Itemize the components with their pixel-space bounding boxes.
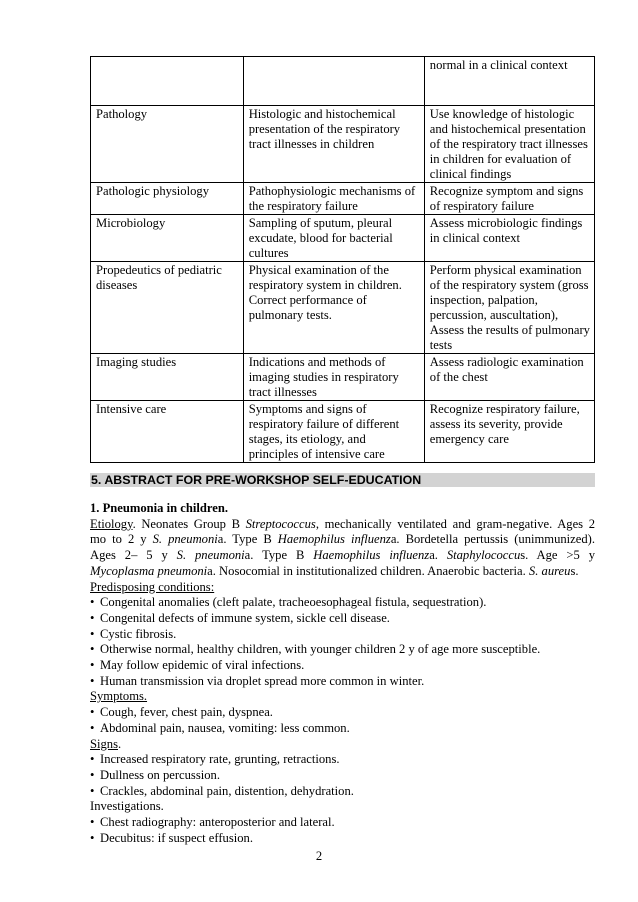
bullet-text: Abdominal pain, nausea, vomiting: less common. bbox=[100, 720, 350, 735]
cell-text-line: inspection, palpation, bbox=[429, 293, 538, 307]
bullet-icon: • bbox=[90, 783, 95, 798]
cell-text-line: Assess radiologic examination bbox=[429, 355, 584, 369]
cell-text-line: percussion, auscultation), bbox=[429, 308, 559, 322]
signs-label: Signs bbox=[90, 736, 118, 751]
text-run: s. bbox=[570, 563, 579, 578]
cell-text-line: in children for evaluation of bbox=[429, 152, 572, 166]
table-row bbox=[91, 262, 595, 354]
cell-text-line: Pathologic physiology bbox=[96, 184, 209, 198]
bullet-item bbox=[90, 674, 595, 690]
etiology-line-3 bbox=[90, 548, 595, 564]
table-cell bbox=[424, 57, 594, 106]
table-cell bbox=[91, 183, 244, 215]
bullet-item bbox=[90, 627, 595, 643]
table-row bbox=[91, 106, 595, 183]
bullet-text: Cystic fibrosis. bbox=[100, 626, 177, 641]
bullet-item bbox=[90, 784, 595, 800]
cell-text-line: Assess microbiologic findings bbox=[429, 216, 583, 230]
bullet-icon: • bbox=[90, 595, 95, 610]
investigations-label: Investigations. bbox=[90, 799, 164, 814]
bullet-text: Chest radiography: anteroposterior and lateral. bbox=[100, 815, 335, 830]
cell-text-line: respiratory system in children. bbox=[248, 278, 402, 292]
table-cell bbox=[243, 106, 424, 183]
table-cell bbox=[424, 183, 594, 215]
table-cell bbox=[424, 262, 594, 354]
section-heading-bar bbox=[90, 473, 595, 487]
cell-text-line: Propedeutics of pediatric bbox=[96, 263, 222, 277]
bullet-text: Decubitus: if suspect effusion. bbox=[100, 830, 253, 845]
cell-text-line: tract illnesses bbox=[248, 385, 317, 399]
text-run: s. Age >5 y bbox=[520, 548, 595, 563]
signs-list bbox=[90, 752, 595, 799]
cell-text-line: Intensive care bbox=[96, 402, 167, 416]
cell-text-line: Use knowledge of histologic bbox=[429, 107, 575, 121]
cell-text-line: assess its severity, provide bbox=[429, 417, 563, 431]
cell-text-line: diseases bbox=[96, 278, 138, 292]
bullet-icon: • bbox=[90, 767, 95, 782]
cell-text-line: of the respiratory tract illnesses bbox=[429, 137, 588, 151]
table-row bbox=[91, 354, 595, 401]
bullet-item bbox=[90, 642, 595, 658]
symptoms-label: Symptoms. bbox=[90, 689, 148, 704]
text-run: . Neonates Group B bbox=[132, 516, 246, 531]
table-row bbox=[91, 401, 595, 463]
bullet-icon: • bbox=[90, 752, 95, 767]
competency-table bbox=[90, 56, 595, 463]
text-run: a. Nosocomial in institutionalized children. Anaerobic bacteria. bbox=[207, 563, 529, 578]
bullet-icon: • bbox=[90, 720, 95, 735]
competency-table-body bbox=[91, 57, 595, 463]
cell-text-line: imaging studies in respiratory bbox=[248, 370, 399, 384]
cell-text-line: Imaging studies bbox=[96, 355, 177, 369]
bullet-icon: • bbox=[90, 642, 95, 657]
bullet-text: Crackles, abdominal pain, distention, dehydration. bbox=[100, 783, 354, 798]
bullet-text: Otherwise normal, healthy children, with younger children 2 y of age more susceptible. bbox=[100, 642, 541, 657]
predisposing-list bbox=[90, 595, 595, 689]
bullet-item bbox=[90, 752, 595, 768]
bullet-text: Dullness on percussion. bbox=[100, 767, 220, 782]
text-run: mo to 2 y bbox=[90, 532, 153, 547]
table-cell bbox=[243, 401, 424, 463]
signs-label-suffix: . bbox=[118, 736, 122, 751]
text-run: Ages 2– 5 y bbox=[90, 548, 177, 563]
etiology-line-1 bbox=[90, 517, 595, 533]
text-run: a. bbox=[429, 548, 447, 563]
table-cell bbox=[424, 215, 594, 262]
bullet-item bbox=[90, 595, 595, 611]
bullet-icon: • bbox=[90, 658, 95, 673]
table-cell bbox=[243, 262, 424, 354]
table-cell bbox=[243, 354, 424, 401]
cell-text-line: of the chest bbox=[429, 370, 488, 384]
predisposing-label: Predisposing conditions: bbox=[90, 579, 215, 594]
bullet-text: May follow epidemic of viral infections. bbox=[100, 658, 305, 673]
italic-run: S. aureu bbox=[528, 563, 571, 578]
cell-text-line: Assess the results of pulmonary bbox=[429, 323, 590, 337]
table-cell bbox=[91, 354, 244, 401]
italic-run: Haemophilus influenz bbox=[313, 548, 430, 563]
bullet-text: Congenital anomalies (cleft palate, tracheoesophageal fistula, sequestration). bbox=[100, 595, 487, 610]
bullet-text: Increased respiratory rate, grunting, retractions. bbox=[100, 752, 340, 767]
table-cell bbox=[91, 215, 244, 262]
cell-text-line: of the respiratory system (gross bbox=[429, 278, 589, 292]
table-row bbox=[91, 215, 595, 262]
cell-text-line: tract illnesses in children bbox=[248, 137, 375, 151]
etiology-line-2 bbox=[90, 532, 595, 548]
cell-text-line: Indications and methods of bbox=[248, 355, 386, 369]
bullet-icon: • bbox=[90, 815, 95, 830]
cell-text-line: Microbiology bbox=[96, 216, 166, 230]
table-row bbox=[91, 183, 595, 215]
table-cell bbox=[91, 57, 244, 106]
cell-text-line: emergency care bbox=[429, 432, 509, 446]
cell-text-line: stages, its etiology, and bbox=[248, 432, 366, 446]
cell-text-line: the respiratory failure bbox=[248, 199, 358, 213]
italic-run: S. pneumoni bbox=[152, 532, 218, 547]
cell-text-line: normal in a clinical context bbox=[429, 58, 568, 72]
cell-text-line: Pathology bbox=[96, 107, 148, 121]
bullet-text: Cough, fever, chest pain, dyspnea. bbox=[100, 705, 273, 720]
cell-text-line: Histologic and histochemical bbox=[248, 107, 396, 121]
cell-text-line: and histochemical presentation bbox=[429, 122, 586, 136]
topic-heading: 1. Pneumonia in children. bbox=[90, 501, 228, 515]
table-cell bbox=[243, 57, 424, 106]
cell-text-line: clinical findings bbox=[429, 167, 512, 181]
cell-text-line: tests bbox=[429, 338, 453, 352]
symptoms-list bbox=[90, 705, 595, 736]
bullet-item bbox=[90, 815, 595, 831]
bullet-icon: • bbox=[90, 705, 95, 720]
table-cell bbox=[424, 106, 594, 183]
bullet-item bbox=[90, 658, 595, 674]
etiology-line-4 bbox=[90, 564, 595, 580]
cell-text-line: Perform physical examination bbox=[429, 263, 582, 277]
cell-text-line: Recognize respiratory failure, bbox=[429, 402, 580, 416]
cell-text-line: principles of intensive care bbox=[248, 447, 385, 461]
bullet-item bbox=[90, 705, 595, 721]
cell-text-line: Recognize symptom and signs bbox=[429, 184, 584, 198]
cell-text-line: of respiratory failure bbox=[429, 199, 534, 213]
abstract-body bbox=[90, 501, 595, 846]
bullet-item bbox=[90, 831, 595, 847]
cell-text-line: in clinical context bbox=[429, 231, 521, 245]
bullet-icon: • bbox=[90, 610, 95, 625]
table-cell bbox=[91, 401, 244, 463]
bullet-item bbox=[90, 611, 595, 627]
bullet-icon: • bbox=[90, 673, 95, 688]
investigations-list bbox=[90, 815, 595, 846]
italic-run: Haemophilus influenz bbox=[277, 532, 391, 547]
table-cell bbox=[91, 262, 244, 354]
bullet-item bbox=[90, 768, 595, 784]
cell-text-line: Sampling of sputum, pleural bbox=[248, 216, 393, 230]
table-cell bbox=[424, 354, 594, 401]
bullet-text: Congenital defects of immune system, sickle cell disease. bbox=[100, 610, 390, 625]
bullet-icon: • bbox=[90, 830, 95, 845]
page-number: 2 bbox=[315, 849, 323, 863]
text-run: a. Type B bbox=[244, 548, 314, 563]
italic-run: S. pneumoni bbox=[176, 548, 245, 563]
table-cell bbox=[243, 215, 424, 262]
text-run: a. Bordetella pertussis (unimmunized). bbox=[390, 532, 595, 547]
cell-text-line: Symptoms and signs of bbox=[248, 402, 367, 416]
cell-text-line: cultures bbox=[248, 246, 289, 260]
text-run: , mechanically ventilated and gram-negative. Ages 2 bbox=[315, 516, 595, 531]
table-cell bbox=[91, 106, 244, 183]
table-row bbox=[91, 57, 595, 106]
signs-label-line bbox=[90, 737, 595, 753]
bullet-text: Human transmission via droplet spread more common in winter. bbox=[100, 673, 425, 688]
text-run: a. Type B bbox=[217, 532, 278, 547]
bullet-icon: • bbox=[90, 626, 95, 641]
bullet-item bbox=[90, 721, 595, 737]
italic-run: Streptococcus bbox=[245, 516, 316, 531]
italic-run: Staphylococcu bbox=[446, 548, 521, 563]
italic-run: Mycoplasma pneumoni bbox=[90, 563, 208, 578]
cell-text-line: Physical examination of the bbox=[248, 263, 389, 277]
table-cell bbox=[243, 183, 424, 215]
cell-text-line: respiratory failure of different bbox=[248, 417, 400, 431]
section-title: 5. ABSTRACT FOR PRE-WORKSHOP SELF-EDUCATION bbox=[91, 473, 422, 487]
table-cell bbox=[424, 401, 594, 463]
etiology-label: Etiology bbox=[90, 516, 133, 531]
cell-text-line: presentation of the respiratory bbox=[248, 122, 401, 136]
cell-text-line: Correct performance of bbox=[248, 293, 367, 307]
cell-text-line: pulmonary tests. bbox=[248, 308, 332, 322]
cell-text-line: excudate, blood for bacterial bbox=[248, 231, 393, 245]
cell-text-line: Pathophysiologic mechanisms of bbox=[248, 184, 416, 198]
